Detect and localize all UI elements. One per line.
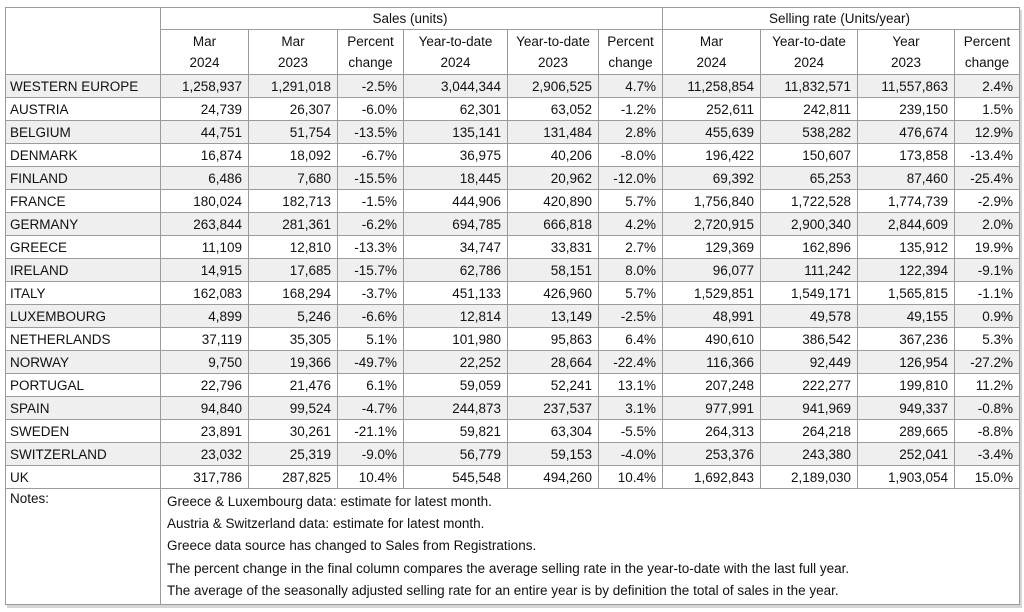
- column-header-line2: 2023: [890, 55, 922, 70]
- value-cell: 52,241: [508, 374, 599, 397]
- value-cell: 23,891: [161, 420, 249, 443]
- note-line: The average of the seasonally adjusted selling rate for an entire year is by definition the total of sales in the year.: [167, 582, 839, 598]
- value-cell: 135,912: [858, 236, 955, 259]
- value-cell: 3,044,344: [404, 75, 508, 98]
- note-line: The percent change in the final column compares the average selling rate in the year-to-date with the last full year.: [167, 560, 850, 576]
- country-cell: BELGIUM: [6, 121, 161, 144]
- column-header-line2: change: [348, 55, 393, 70]
- value-cell: 207,248: [663, 374, 761, 397]
- column-header-line1: Mar: [281, 34, 305, 49]
- value-cell: 94,840: [161, 397, 249, 420]
- table-body: [6, 75, 1020, 489]
- value-cell: 289,665: [858, 420, 955, 443]
- value-cell: 11,258,854: [663, 75, 761, 98]
- country-cell: UK: [6, 466, 161, 489]
- value-cell: 545,548: [404, 466, 508, 489]
- value-cell: 1.5%: [955, 98, 1020, 121]
- column-header-line1: Percent: [607, 34, 654, 49]
- value-cell: 8.0%: [599, 259, 663, 282]
- value-cell: 252,611: [663, 98, 761, 121]
- country-cell: IRELAND: [6, 259, 161, 282]
- value-cell: 59,821: [404, 420, 508, 443]
- value-cell: 1,529,851: [663, 282, 761, 305]
- value-cell: 111,242: [761, 259, 858, 282]
- column-header: [955, 30, 1020, 75]
- value-cell: 23,032: [161, 443, 249, 466]
- column-header: [404, 30, 508, 75]
- sales-table-sheet: [5, 7, 1020, 605]
- value-cell: 30,261: [249, 420, 338, 443]
- corner-cell: [6, 8, 161, 75]
- value-cell: 1,549,171: [761, 282, 858, 305]
- value-cell: 1,756,840: [663, 190, 761, 213]
- value-cell: -2.5%: [599, 305, 663, 328]
- country-cell: SPAIN: [6, 397, 161, 420]
- value-cell: 1,722,528: [761, 190, 858, 213]
- value-cell: 62,786: [404, 259, 508, 282]
- value-cell: 494,260: [508, 466, 599, 489]
- value-cell: 22,796: [161, 374, 249, 397]
- table-row: [6, 236, 1020, 259]
- notes-row: [6, 489, 1020, 605]
- value-cell: -9.0%: [338, 443, 404, 466]
- value-cell: 33,831: [508, 236, 599, 259]
- value-cell: 1,258,937: [161, 75, 249, 98]
- value-cell: 243,380: [761, 443, 858, 466]
- value-cell: -9.1%: [955, 259, 1020, 282]
- value-cell: -6.0%: [338, 98, 404, 121]
- value-cell: -15.5%: [338, 167, 404, 190]
- column-header: [161, 30, 249, 75]
- value-cell: 59,059: [404, 374, 508, 397]
- value-cell: 5.3%: [955, 328, 1020, 351]
- value-cell: 12,810: [249, 236, 338, 259]
- column-header-line2: 2023: [277, 55, 309, 70]
- table-row: [6, 328, 1020, 351]
- table-row: [6, 282, 1020, 305]
- column-header: [761, 30, 858, 75]
- value-cell: 162,896: [761, 236, 858, 259]
- value-cell: 18,445: [404, 167, 508, 190]
- value-cell: -0.8%: [955, 397, 1020, 420]
- country-cell: FRANCE: [6, 190, 161, 213]
- value-cell: 7,680: [249, 167, 338, 190]
- column-header-line1: Year-to-date: [516, 34, 590, 49]
- value-cell: 131,484: [508, 121, 599, 144]
- value-cell: 59,153: [508, 443, 599, 466]
- sales-group-header: Sales (units): [161, 8, 663, 30]
- value-cell: 2.4%: [955, 75, 1020, 98]
- value-cell: 490,610: [663, 328, 761, 351]
- table-row: [6, 397, 1020, 420]
- country-cell: NORWAY: [6, 351, 161, 374]
- value-cell: 40,206: [508, 144, 599, 167]
- value-cell: 199,810: [858, 374, 955, 397]
- value-cell: -4.7%: [338, 397, 404, 420]
- value-cell: -6.2%: [338, 213, 404, 236]
- value-cell: 129,369: [663, 236, 761, 259]
- value-cell: 11.2%: [955, 374, 1020, 397]
- value-cell: 5.1%: [338, 328, 404, 351]
- value-cell: 1,291,018: [249, 75, 338, 98]
- value-cell: -13.4%: [955, 144, 1020, 167]
- value-cell: -6.6%: [338, 305, 404, 328]
- value-cell: 10.4%: [338, 466, 404, 489]
- value-cell: 19.9%: [955, 236, 1020, 259]
- value-cell: -2.9%: [955, 190, 1020, 213]
- value-cell: 2,189,030: [761, 466, 858, 489]
- country-cell: DENMARK: [6, 144, 161, 167]
- value-cell: 63,052: [508, 98, 599, 121]
- column-header-line1: Year-to-date: [772, 34, 846, 49]
- value-cell: 182,713: [249, 190, 338, 213]
- table-row: [6, 98, 1020, 121]
- value-cell: 11,832,571: [761, 75, 858, 98]
- value-cell: 150,607: [761, 144, 858, 167]
- value-cell: 25,319: [249, 443, 338, 466]
- country-cell: WESTERN EUROPE: [6, 75, 161, 98]
- country-cell: GREECE: [6, 236, 161, 259]
- value-cell: 135,141: [404, 121, 508, 144]
- value-cell: 6.1%: [338, 374, 404, 397]
- value-cell: -27.2%: [955, 351, 1020, 374]
- note-line: Austria & Switzerland data: estimate for latest month.: [167, 516, 485, 532]
- country-cell: AUSTRIA: [6, 98, 161, 121]
- table-row: [6, 443, 1020, 466]
- sales-table: [5, 7, 1020, 605]
- value-cell: 5,246: [249, 305, 338, 328]
- value-cell: 28,664: [508, 351, 599, 374]
- value-cell: 22,252: [404, 351, 508, 374]
- value-cell: 2,720,915: [663, 213, 761, 236]
- value-cell: 949,337: [858, 397, 955, 420]
- column-header: [508, 30, 599, 75]
- value-cell: 35,305: [249, 328, 338, 351]
- table-row: [6, 144, 1020, 167]
- value-cell: 96,077: [663, 259, 761, 282]
- value-cell: 264,313: [663, 420, 761, 443]
- country-cell: SWITZERLAND: [6, 443, 161, 466]
- notes-label: Notes:: [6, 489, 161, 605]
- column-header-line1: Mar: [192, 34, 217, 49]
- value-cell: 36,975: [404, 144, 508, 167]
- value-cell: 173,858: [858, 144, 955, 167]
- value-cell: -8.0%: [599, 144, 663, 167]
- value-cell: 180,024: [161, 190, 249, 213]
- value-cell: 386,542: [761, 328, 858, 351]
- column-header-line1: Percent: [963, 34, 1011, 49]
- value-cell: 99,524: [249, 397, 338, 420]
- value-cell: 1,565,815: [858, 282, 955, 305]
- value-cell: 941,969: [761, 397, 858, 420]
- note-line: Greece data source has changed to Sales from Registrations.: [167, 538, 537, 554]
- column-header-line2: 2024: [793, 55, 825, 70]
- value-cell: 48,991: [663, 305, 761, 328]
- column-header-line2: 2024: [189, 55, 220, 70]
- value-cell: 56,779: [404, 443, 508, 466]
- column-header-line1: Percent: [347, 34, 394, 49]
- value-cell: -3.4%: [955, 443, 1020, 466]
- value-cell: 2,900,340: [761, 213, 858, 236]
- country-cell: ITALY: [6, 282, 161, 305]
- value-cell: 51,754: [249, 121, 338, 144]
- value-cell: -49.7%: [338, 351, 404, 374]
- value-cell: 5.7%: [599, 282, 663, 305]
- column-header-line1: Mar: [699, 34, 724, 49]
- value-cell: 253,376: [663, 443, 761, 466]
- value-cell: 281,361: [249, 213, 338, 236]
- notes-section: [6, 489, 1020, 605]
- value-cell: 5.7%: [599, 190, 663, 213]
- value-cell: 694,785: [404, 213, 508, 236]
- value-cell: 4.2%: [599, 213, 663, 236]
- column-header: [249, 30, 338, 75]
- value-cell: 6.4%: [599, 328, 663, 351]
- table-row: [6, 213, 1020, 236]
- value-cell: 666,818: [508, 213, 599, 236]
- value-cell: 367,236: [858, 328, 955, 351]
- country-cell: NETHERLANDS: [6, 328, 161, 351]
- value-cell: 196,422: [663, 144, 761, 167]
- column-header-line1: Year-to-date: [418, 34, 493, 49]
- value-cell: 242,811: [761, 98, 858, 121]
- value-cell: 222,277: [761, 374, 858, 397]
- value-cell: 2.8%: [599, 121, 663, 144]
- column-header: [338, 30, 404, 75]
- value-cell: 264,218: [761, 420, 858, 443]
- value-cell: 20,962: [508, 167, 599, 190]
- country-cell: SWEDEN: [6, 420, 161, 443]
- value-cell: -4.0%: [599, 443, 663, 466]
- value-cell: 4,899: [161, 305, 249, 328]
- column-header: [599, 30, 663, 75]
- country-cell: LUXEMBOURG: [6, 305, 161, 328]
- value-cell: 3.1%: [599, 397, 663, 420]
- value-cell: -22.4%: [599, 351, 663, 374]
- value-cell: 10.4%: [599, 466, 663, 489]
- table-row: [6, 351, 1020, 374]
- table-row: [6, 466, 1020, 489]
- table-row: [6, 75, 1020, 98]
- column-header-line2: 2024: [440, 55, 471, 70]
- table-row: [6, 259, 1020, 282]
- value-cell: 17,685: [249, 259, 338, 282]
- value-cell: -8.8%: [955, 420, 1020, 443]
- value-cell: 13.1%: [599, 374, 663, 397]
- value-cell: 1,692,843: [663, 466, 761, 489]
- value-cell: 1,903,054: [858, 466, 955, 489]
- value-cell: -13.3%: [338, 236, 404, 259]
- column-header: [858, 30, 955, 75]
- value-cell: -5.5%: [599, 420, 663, 443]
- value-cell: 16,874: [161, 144, 249, 167]
- value-cell: 92,449: [761, 351, 858, 374]
- value-cell: 18,092: [249, 144, 338, 167]
- value-cell: 4.7%: [599, 75, 663, 98]
- value-cell: 476,674: [858, 121, 955, 144]
- value-cell: -1.1%: [955, 282, 1020, 305]
- value-cell: 62,301: [404, 98, 508, 121]
- value-cell: 26,307: [249, 98, 338, 121]
- value-cell: 11,557,863: [858, 75, 955, 98]
- value-cell: 9,750: [161, 351, 249, 374]
- value-cell: -25.4%: [955, 167, 1020, 190]
- value-cell: 426,960: [508, 282, 599, 305]
- value-cell: 162,083: [161, 282, 249, 305]
- value-cell: 24,739: [161, 98, 249, 121]
- table-row: [6, 374, 1020, 397]
- value-cell: 420,890: [508, 190, 599, 213]
- value-cell: 6,486: [161, 167, 249, 190]
- note-line: Greece & Luxembourg data: estimate for latest month.: [167, 494, 492, 509]
- value-cell: 19,366: [249, 351, 338, 374]
- value-cell: 0.9%: [955, 305, 1020, 328]
- value-cell: -1.5%: [338, 190, 404, 213]
- value-cell: 317,786: [161, 466, 249, 489]
- value-cell: 11,109: [161, 236, 249, 259]
- value-cell: 49,155: [858, 305, 955, 328]
- column-header: [663, 30, 761, 75]
- value-cell: -15.7%: [338, 259, 404, 282]
- value-cell: 977,991: [663, 397, 761, 420]
- notes-text: [161, 489, 1020, 605]
- value-cell: 455,639: [663, 121, 761, 144]
- column-header-line1: Year: [892, 34, 920, 49]
- value-cell: 34,747: [404, 236, 508, 259]
- value-cell: 2.0%: [955, 213, 1020, 236]
- column-header-line2: 2024: [696, 55, 727, 70]
- value-cell: 2,906,525: [508, 75, 599, 98]
- column-header-line2: change: [608, 55, 653, 70]
- value-cell: -1.2%: [599, 98, 663, 121]
- value-cell: 122,394: [858, 259, 955, 282]
- value-cell: 263,844: [161, 213, 249, 236]
- value-cell: 87,460: [858, 167, 955, 190]
- value-cell: -13.5%: [338, 121, 404, 144]
- value-cell: 12.9%: [955, 121, 1020, 144]
- value-cell: -6.7%: [338, 144, 404, 167]
- value-cell: 451,133: [404, 282, 508, 305]
- value-cell: 1,774,739: [858, 190, 955, 213]
- group-header-row: [6, 8, 1020, 30]
- value-cell: 116,366: [663, 351, 761, 374]
- table-row: [6, 167, 1020, 190]
- value-cell: 101,980: [404, 328, 508, 351]
- value-cell: 49,578: [761, 305, 858, 328]
- value-cell: 95,863: [508, 328, 599, 351]
- value-cell: 538,282: [761, 121, 858, 144]
- value-cell: 237,537: [508, 397, 599, 420]
- value-cell: -3.7%: [338, 282, 404, 305]
- country-cell: PORTUGAL: [6, 374, 161, 397]
- value-cell: -2.5%: [338, 75, 404, 98]
- value-cell: 287,825: [249, 466, 338, 489]
- value-cell: 444,906: [404, 190, 508, 213]
- value-cell: 13,149: [508, 305, 599, 328]
- value-cell: 37,119: [161, 328, 249, 351]
- value-cell: -21.1%: [338, 420, 404, 443]
- table-row: [6, 190, 1020, 213]
- value-cell: 63,304: [508, 420, 599, 443]
- value-cell: 21,476: [249, 374, 338, 397]
- value-cell: 2,844,609: [858, 213, 955, 236]
- value-cell: 252,041: [858, 443, 955, 466]
- value-cell: 65,253: [761, 167, 858, 190]
- value-cell: 69,392: [663, 167, 761, 190]
- column-header-line2: 2023: [537, 55, 569, 70]
- value-cell: 168,294: [249, 282, 338, 305]
- value-cell: 44,751: [161, 121, 249, 144]
- table-header: [6, 8, 1020, 75]
- table-row: [6, 420, 1020, 443]
- value-cell: 126,954: [858, 351, 955, 374]
- column-header-line2: change: [964, 55, 1010, 70]
- value-cell: 12,814: [404, 305, 508, 328]
- value-cell: 14,915: [161, 259, 249, 282]
- table-row: [6, 121, 1020, 144]
- value-cell: -12.0%: [599, 167, 663, 190]
- value-cell: 244,873: [404, 397, 508, 420]
- selling-rate-group-header: Selling rate (Units/year): [663, 8, 1020, 30]
- country-cell: GERMANY: [6, 213, 161, 236]
- country-cell: FINLAND: [6, 167, 161, 190]
- value-cell: 15.0%: [955, 466, 1020, 489]
- value-cell: 2.7%: [599, 236, 663, 259]
- table-row: [6, 305, 1020, 328]
- value-cell: 239,150: [858, 98, 955, 121]
- value-cell: 58,151: [508, 259, 599, 282]
